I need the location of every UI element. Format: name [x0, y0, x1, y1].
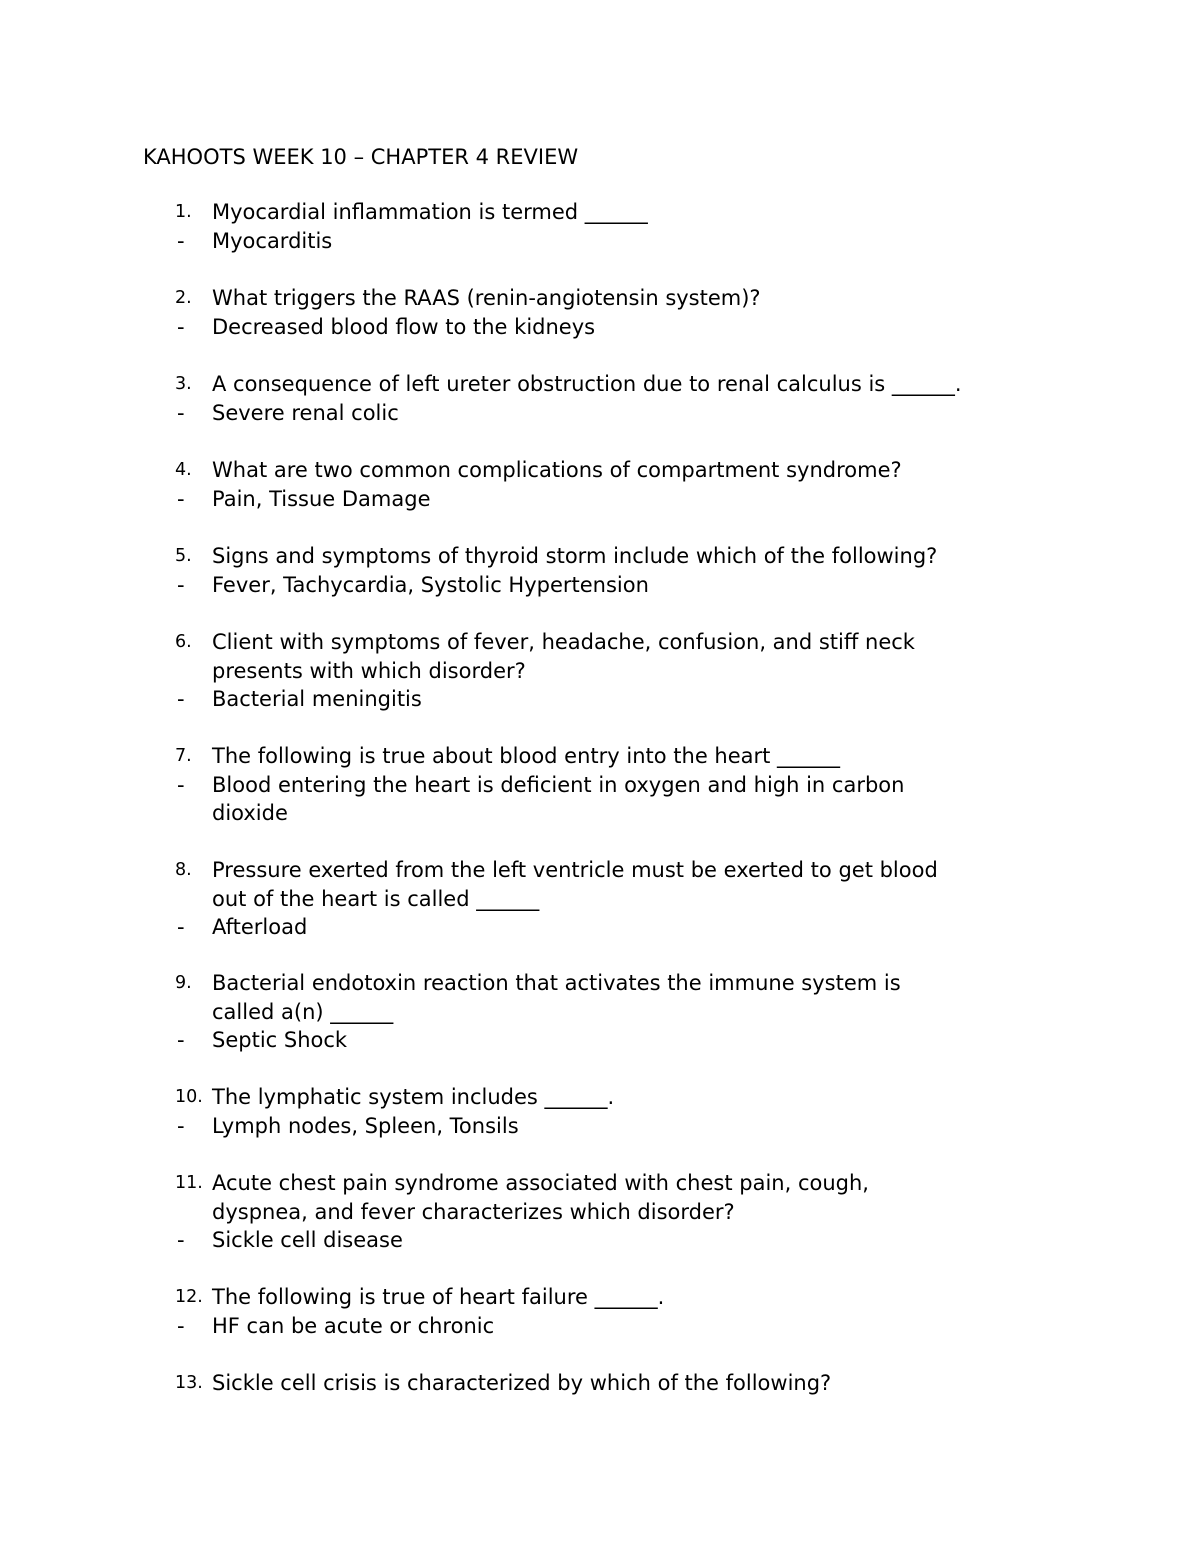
answer-text: Myocarditis — [212, 228, 333, 253]
answer-bullet-dash: - — [177, 1028, 185, 1053]
question-line — [0, 1169, 1200, 1198]
answer-text: Pain, Tissue Damage — [212, 486, 431, 511]
question-number: 7. — [175, 746, 192, 766]
list-item — [0, 198, 1200, 255]
question-number: 11. — [175, 1173, 203, 1193]
answer-text: Decreased blood flow to the kidneys — [212, 314, 596, 339]
list-item — [0, 856, 1200, 942]
answer-bullet-dash: - — [177, 228, 185, 253]
question-line — [0, 1198, 1200, 1227]
answer-line — [0, 685, 1200, 714]
question-text: The lymphatic system includes ______. — [212, 1085, 615, 1109]
answer-line — [0, 313, 1200, 342]
answer-text: Fever, Tachycardia, Systolic Hypertension — [212, 572, 649, 597]
question-line — [0, 1369, 1200, 1398]
question-text: out of the heart is called ______ — [212, 886, 540, 911]
question-text: What triggers the RAAS (renin-angiotensin system)? — [212, 286, 761, 310]
question-text: presents with which disorder? — [212, 658, 526, 683]
answer-text: HF can be acute or chronic — [212, 1313, 495, 1338]
answer-line — [0, 799, 1200, 828]
answer-line — [0, 771, 1200, 800]
answer-bullet-dash: - — [177, 772, 185, 797]
answer-text: dioxide — [212, 801, 288, 826]
answer-line — [0, 1112, 1200, 1141]
answer-line — [0, 1026, 1200, 1055]
question-number: 13. — [175, 1373, 203, 1393]
question-line — [0, 657, 1200, 686]
answer-text: Bacterial meningitis — [212, 687, 422, 712]
question-number: 6. — [175, 632, 192, 652]
question-line — [0, 284, 1200, 313]
question-number: 8. — [175, 860, 192, 880]
list-item — [0, 969, 1200, 1055]
answer-bullet-dash: - — [177, 486, 185, 511]
question-text: Signs and symptoms of thyroid storm include which of the following? — [212, 544, 938, 568]
list-item — [0, 1083, 1200, 1140]
question-text: Myocardial inflammation is termed ______ — [212, 200, 648, 224]
list-item — [0, 370, 1200, 427]
list-item — [0, 1283, 1200, 1340]
question-number: 3. — [175, 374, 192, 394]
answer-line — [0, 399, 1200, 428]
answer-text: Lymph nodes, Spleen, Tonsils — [212, 1113, 519, 1138]
question-line — [0, 969, 1200, 998]
list-item — [0, 628, 1200, 714]
list-item — [0, 284, 1200, 341]
answer-bullet-dash: - — [177, 915, 185, 940]
question-line — [0, 885, 1200, 914]
question-number: 1. — [175, 202, 192, 222]
answer-text: Septic Shock — [212, 1028, 348, 1053]
question-number: 10. — [175, 1087, 203, 1107]
answer-line — [0, 1312, 1200, 1341]
question-text: Bacterial endotoxin reaction that activates the immune system is — [212, 971, 901, 995]
answer-bullet-dash: - — [177, 400, 185, 425]
question-text: Client with symptoms of fever, headache, confusion, and stiff neck — [212, 630, 915, 654]
answer-line — [0, 1226, 1200, 1255]
question-line — [0, 370, 1200, 399]
question-line — [0, 998, 1200, 1027]
question-line — [0, 542, 1200, 571]
question-line — [0, 198, 1200, 227]
question-number: 5. — [175, 546, 192, 566]
answer-bullet-dash: - — [177, 572, 185, 597]
answer-bullet-dash: - — [177, 1313, 185, 1338]
answer-line — [0, 227, 1200, 256]
question-text: Pressure exerted from the left ventricle must be exerted to get blood — [212, 858, 938, 882]
question-line — [0, 742, 1200, 771]
question-line — [0, 628, 1200, 657]
list-item — [0, 1169, 1200, 1255]
list-item — [0, 542, 1200, 599]
answer-line — [0, 571, 1200, 600]
answer-bullet-dash: - — [177, 1228, 185, 1253]
answer-text: Sickle cell disease — [212, 1228, 403, 1253]
answer-text: Afterload — [212, 915, 308, 940]
list-item — [0, 742, 1200, 828]
question-line — [0, 1283, 1200, 1312]
page-title: KAHOOTS WEEK 10 – CHAPTER 4 REVIEW — [143, 145, 579, 169]
question-text: Acute chest pain syndrome associated with chest pain, cough, — [212, 1171, 869, 1195]
question-text: called a(n) ______ — [212, 999, 394, 1024]
answer-line — [0, 485, 1200, 514]
list-item — [0, 1369, 1200, 1398]
question-text: Sickle cell crisis is characterized by which of the following? — [212, 1371, 832, 1395]
answer-text: Severe renal colic — [212, 400, 399, 425]
question-line — [0, 456, 1200, 485]
answer-line — [0, 913, 1200, 942]
question-text: dyspnea, and fever characterizes which disorder? — [212, 1199, 735, 1224]
answer-bullet-dash: - — [177, 687, 185, 712]
answer-bullet-dash: - — [177, 1113, 185, 1138]
answer-text: Blood entering the heart is deficient in oxygen and high in carbon — [212, 772, 905, 797]
answer-bullet-dash: - — [177, 314, 185, 339]
question-number: 2. — [175, 288, 192, 308]
question-text: What are two common complications of compartment syndrome? — [212, 458, 902, 482]
question-line — [0, 856, 1200, 885]
list-item — [0, 456, 1200, 513]
question-text: The following is true about blood entry into the heart ______ — [212, 744, 841, 768]
question-number: 4. — [175, 460, 192, 480]
question-line — [0, 1083, 1200, 1112]
question-number: 12. — [175, 1287, 203, 1307]
question-number: 9. — [175, 973, 192, 993]
question-text: The following is true of heart failure ______. — [212, 1285, 665, 1309]
question-text: A consequence of left ureter obstruction due to renal calculus is ______. — [212, 372, 962, 396]
